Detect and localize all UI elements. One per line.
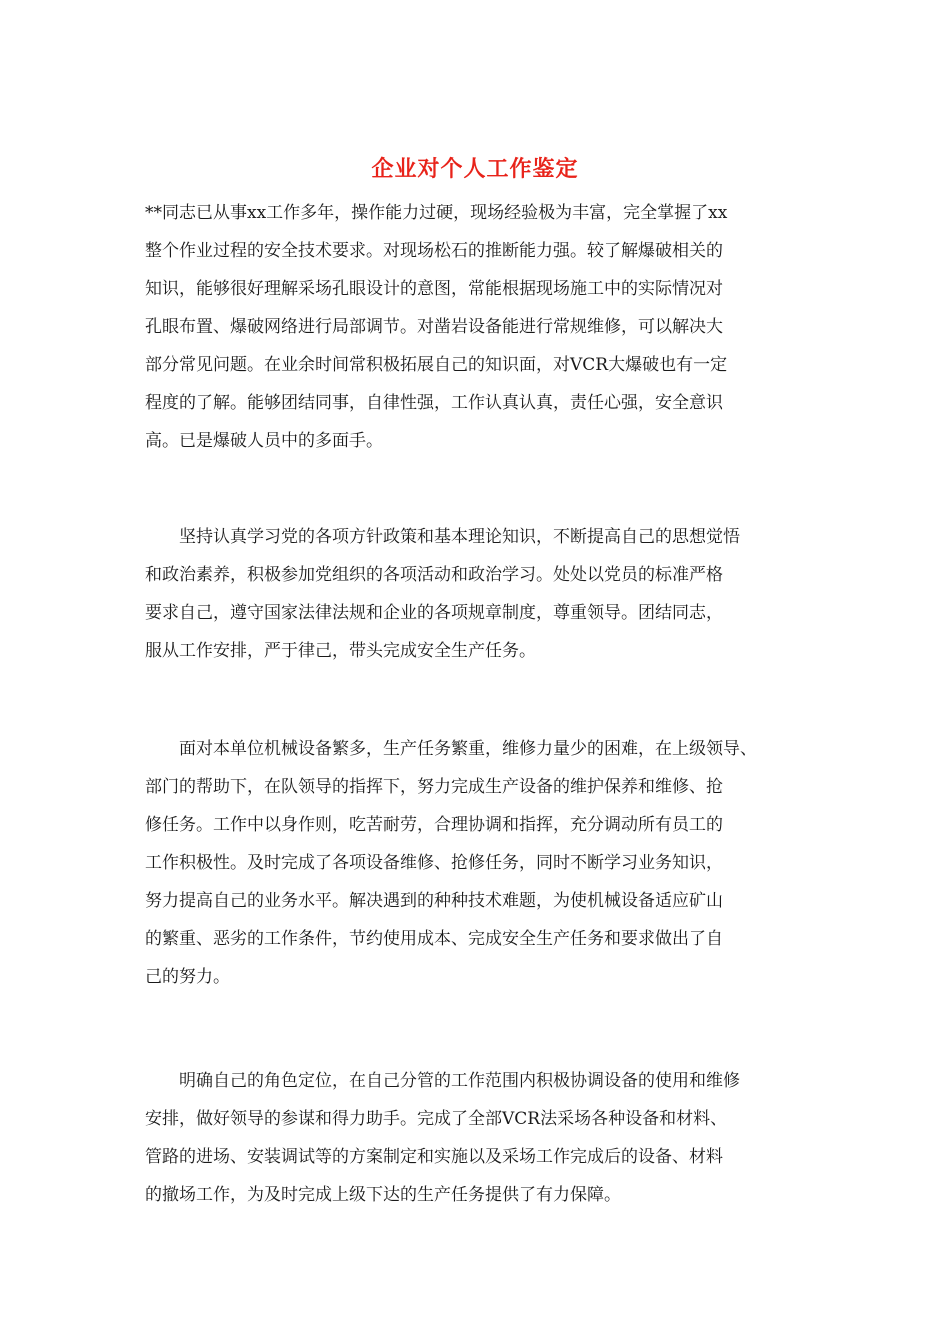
paragraph-line: 部门的帮助下，在队领导的指挥下，努力完成生产设备的维护保养和维修、抢 <box>145 777 723 797</box>
paragraph-line: 和政治素养，积极参加党组织的各项活动和政治学习。处处以党员的标准严格 <box>145 565 723 585</box>
paragraph-line: 孔眼布置、爆破网络进行局部调节。对凿岩设备能进行常规维修，可以解决大 <box>145 317 723 337</box>
paragraph-line: 部分常见问题。在业余时间常积极拓展自己的知识面，对VCR大爆破也有一定 <box>145 355 728 375</box>
paragraph-line: 高。已是爆破人员中的多面手。 <box>145 431 383 451</box>
paragraph-line: 安排，做好领导的参谋和得力助手。完成了全部VCR法采场各种设备和材料、 <box>145 1109 728 1129</box>
paragraph-line: **同志已从事xx工作多年，操作能力过硬，现场经验极为丰富，完全掌握了xx <box>145 203 728 223</box>
paragraph-line: 程度的了解。能够团结同事，自律性强，工作认真认真，责任心强，安全意识 <box>145 393 723 413</box>
paragraph-3 <box>145 730 825 996</box>
paragraph-4 <box>145 1062 825 1214</box>
paragraph-line: 修任务。工作中以身作则，吃苦耐劳，合理协调和指挥，充分调动所有员工的 <box>145 815 723 835</box>
paragraph-2 <box>145 518 825 670</box>
paragraph-line: 坚持认真学习党的各项方针政策和基本理论知识，不断提高自己的思想觉悟 <box>145 527 740 547</box>
paragraph-line: 己的努力。 <box>145 967 230 987</box>
paragraph-line: 工作积极性。及时完成了各项设备维修、抢修任务，同时不断学习业务知识， <box>145 853 723 873</box>
paragraph-line: 整个作业过程的安全技术要求。对现场松石的推断能力强。较了解爆破相关的 <box>145 241 723 261</box>
paragraph-line: 服从工作安排，严于律己，带头完成安全生产任务。 <box>145 641 536 661</box>
paragraph-line: 要求自己，遵守国家法律法规和企业的各项规章制度，尊重领导。团结同志， <box>145 603 723 623</box>
paragraph-1 <box>145 194 825 460</box>
paragraph-line: 的撤场工作，为及时完成上级下达的生产任务提供了有力保障。 <box>145 1185 621 1205</box>
paragraph-line: 知识，能够很好理解采场孔眼设计的意图，常能根据现场施工中的实际情况对 <box>145 279 723 299</box>
paragraph-line: 努力提高自己的业务水平。解决遇到的种种技术难题，为使机械设备适应矿山 <box>145 891 723 911</box>
paragraph-line: 管路的进场、安装调试等的方案制定和实施以及采场工作完成后的设备、材料 <box>145 1147 723 1167</box>
paragraph-line: 明确自己的角色定位，在自己分管的工作范围内积极协调设备的使用和维修 <box>145 1071 740 1091</box>
document-title: 企业对个人工作鉴定 <box>371 156 579 182</box>
paragraph-line: 的繁重、恶劣的工作条件，节约使用成本、完成安全生产任务和要求做出了自 <box>145 929 723 949</box>
paragraph-line: 面对本单位机械设备繁多，生产任务繁重，维修力量少的困难，在上级领导、 <box>145 739 757 759</box>
